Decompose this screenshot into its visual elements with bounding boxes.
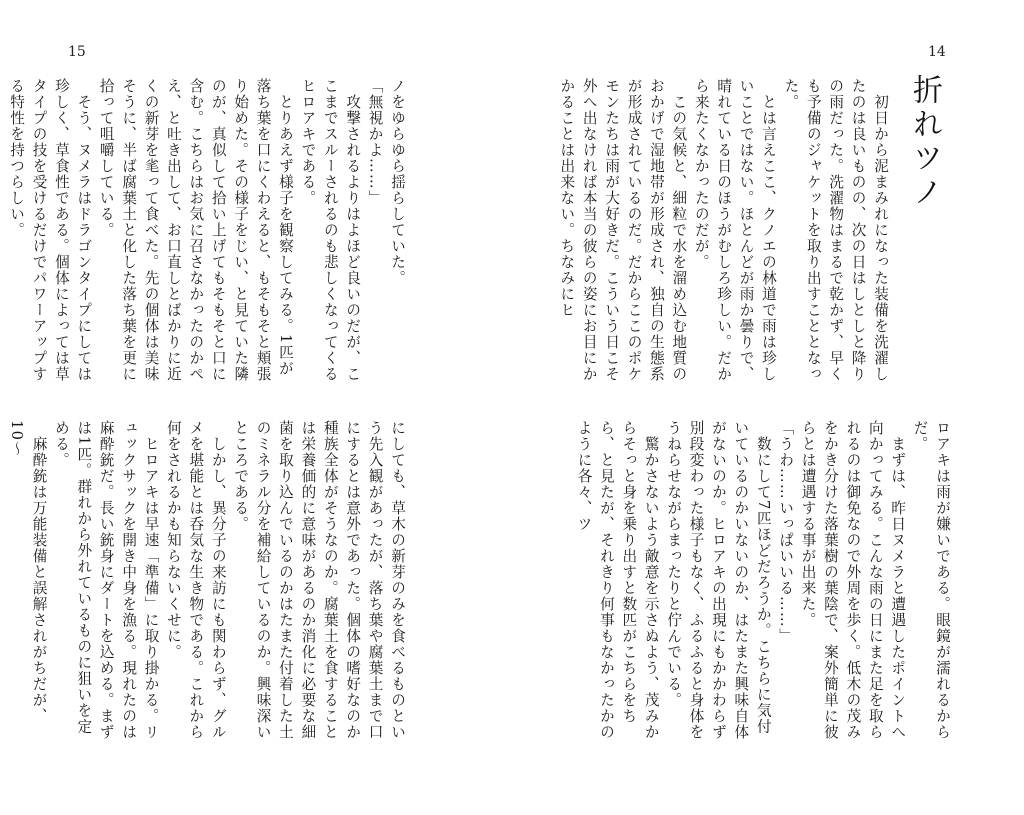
paragraph: ロアキは雨が嫌いである。眼鏡が濡れるからだ。 — [911, 420, 951, 740]
paragraph: にしても、草木の新芽のみを食べるものという先入観があったが、落ち葉や腐葉土まで口にするとは意外であった。個体の嗜好なのか種族全体がそうなのか。腐葉土を食することは栄養価的に意味があるのか消化に必要な細菌を取り込んでいるのかはたまた付着した土のミネラル分を補給しているのか。興味深いところである。 — [232, 420, 406, 740]
paragraph: ヒロアキは早速「準備」に取り掛かる。リュックサックを開き中身を漁る。現れたのは麻酔銃だ。長い銃身にダートを込める。まずは1匹。群れから外れているものに狙いを定める。 — [52, 420, 160, 740]
right-page-bottom-column — [575, 420, 953, 740]
paragraph: 数にして7匹ほどだろうか。こちらに気付いているのかいないのか、はたまた興味自体がないのか。ヒロアキの出現にもかかわらず別段変わった様子もなく、ふるふると身体をうねらせながらまったりと佇んでいる。 — [665, 420, 772, 740]
paragraph: ノをゆらゆら揺らしていた。 — [389, 78, 406, 286]
dialogue-line: 「無視かよ……」 — [366, 78, 384, 206]
page-number-14: 14 — [928, 44, 946, 60]
dialogue-line: 「うわ……いっぱいいる……」 — [777, 420, 795, 644]
right-page-top-column — [558, 78, 891, 390]
paragraph: とりあえず様子を観察してみる。1匹が落ち葉を口にくわえると、もそもそと頬張り始めた。その様子をじい、と見ていた隣のが、真似して拾い上げてもそもそと口に含む。こちらはお気に召さなかったのかぺえ、と吐き出して、お口直しとばかりに近くの新芽を毟って食べた。先の個体は美味そうに、半ば腐葉土と化した落ち葉を更に拾って咀嚼している。 — [97, 78, 294, 382]
paragraph: この気候と、細粒で水を溜め込む地質のおかげで湿地帯が形成され、独自の生態系が形成されているのだ。だからここのポケモンたちは雨が大好きだ。こういう日こそ外へ出なければ本当の彼らの姿にお目にかかることは出来ない。ちなみにヒ — [558, 78, 688, 382]
paragraph: とは言えここ、クノエの林道で雨は珍しいことではない。ほとんどが雨か曇りで、晴れている日のほうがむしろ珍しい。だから来たくなかったのだが。 — [692, 78, 777, 382]
chapter-title: 折れツノ — [907, 74, 942, 210]
paragraph: 初日から泥まみれになった装備を洗濯したのは良いものの、次の日はしとしと降りの雨だった。洗濯物はまるで乾かず、早くも予備のジャケットを取り出すこととなった。 — [782, 78, 889, 382]
paragraph: まずは、昨日ヌメラと遭遇したポイントへ向かってみる。こんな雨の日にまた足を取られるのは御免なので外周を歩く。低木の茂みをかき分けた落葉樹の葉陰で、案外簡単に彼らとは遭遇する事が出来た。 — [799, 420, 907, 740]
paragraph: そう、ヌメラはドラゴンタイプにしては珍しく、草食性である。個体によっては草タイプの技を受けるだけでパワーアップする特性を持つらしい。 — [8, 78, 93, 382]
paragraph: しかし、異分子の来訪にも関わらず、グルメを堪能とは呑気な生き物である。これから何をされるかも知らないくせに。 — [164, 420, 227, 740]
paragraph: 驚かさないよう敵意を示さぬよう、茂みからそっと身を乗り出すと数匹がこちらをちら、と見たが、それきり何事もなかったかのように各々、ツ — [575, 420, 660, 740]
paragraph: 攻撃されるよりはよほど良いのだが、ここまでスルーされるのも悲しくなってくるヒロアキである。 — [299, 78, 362, 382]
left-page-bottom-column — [8, 420, 408, 740]
left-page-top-column — [8, 78, 408, 390]
page-14 — [512, 0, 1024, 815]
page-number-15: 15 — [68, 44, 86, 60]
paragraph: 麻酔銃は万能装備と誤解されがちだが、10〜 — [8, 420, 48, 724]
